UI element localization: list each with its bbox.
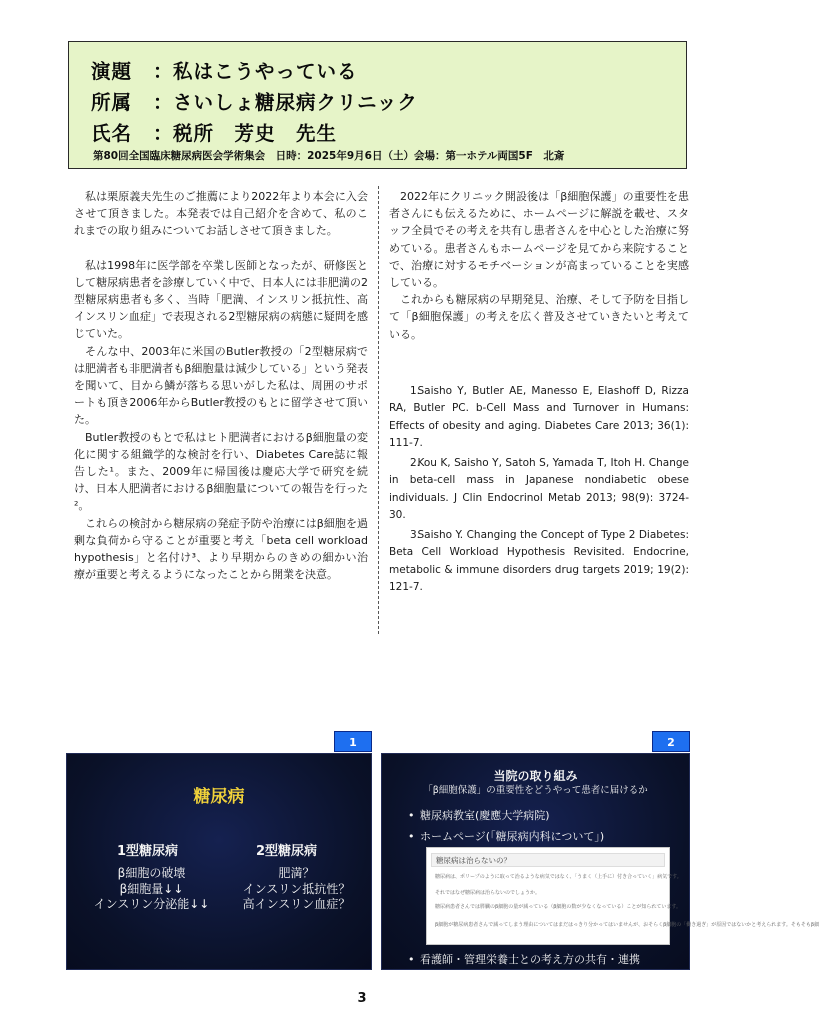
screenshot-question: 糖尿病は治らないの？ bbox=[431, 853, 665, 867]
bullet-text: 糖尿病教室(慶應大学病院) bbox=[420, 809, 550, 822]
slide-title: 当院の取り組み bbox=[493, 769, 578, 783]
reference-item bbox=[389, 383, 689, 453]
bullet-dot: • bbox=[408, 953, 415, 966]
name-row bbox=[91, 118, 337, 146]
slide-title: 糖尿病 bbox=[193, 787, 245, 807]
meeting-info: 第80回全国臨床糖尿病医会学術集会 日時：2025年9月6日（土）会場：第一ホテル両国5F 北斎 bbox=[93, 150, 565, 162]
bullet-dot: • bbox=[408, 830, 415, 843]
slide-bullet bbox=[408, 807, 550, 823]
affiliation-value: さいしょ糖尿病クリニック bbox=[173, 91, 418, 114]
type2-feature: インスリン抵抗性？ bbox=[242, 881, 351, 896]
title-value: 私はこうやっている bbox=[173, 60, 358, 83]
type1-feature: β細胞の破壊 bbox=[117, 866, 186, 880]
type2-features bbox=[224, 866, 369, 913]
name-label: 氏名 bbox=[91, 122, 133, 145]
name-separator: ： bbox=[153, 122, 174, 145]
type2-feature: 肥満？ bbox=[278, 866, 315, 880]
affiliation-separator: ： bbox=[153, 91, 174, 114]
bullet-dot: • bbox=[408, 809, 415, 822]
reference-text: Kou K, Saisho Y, Satoh S, Yamada T, Itoh H. Change in beta-cell mass in Japanese nondiabetic obese individuals. J Clin Endocrinol Metab 2013; 98(9): 3724-30. bbox=[389, 456, 689, 522]
website-screenshot bbox=[426, 847, 819, 945]
slide-subtitle: 「β細胞保護」の重要性をどうやって患者に届けるか bbox=[423, 785, 648, 796]
title-label: 演題 bbox=[91, 60, 133, 83]
slide-clinic-efforts bbox=[381, 753, 819, 970]
affiliation-row bbox=[91, 87, 418, 115]
slide-bullet bbox=[408, 828, 604, 844]
reference-number: 2. bbox=[410, 456, 421, 469]
screenshot-line: 糖尿病患者さんでは膵臓のβ細胞の量が減っている（β細胞の数が少なくなっている）ことが知られています。 bbox=[435, 904, 681, 910]
reference-list bbox=[389, 383, 689, 597]
title-row bbox=[91, 56, 358, 84]
reference-number: 3. bbox=[410, 528, 421, 541]
slide-number-badge: 1 bbox=[334, 731, 372, 752]
right-paragraph: これからも糖尿病の早期発見、治療、そして予防を目指して「β細胞保護」の考えを広く普及させていきたいと考えている。 bbox=[389, 293, 689, 341]
page-number: 3 bbox=[357, 991, 367, 1006]
reference-item bbox=[389, 455, 689, 525]
type2-heading: 2型糖尿病 bbox=[256, 844, 318, 859]
screenshot-line: 糖尿病は、ポリープのように取って治るような病気ではなく、「うまく（上手に）付き合っていく」病気です。 bbox=[435, 874, 682, 880]
reference-text: Saisho Y. Changing the Concept of Type 2 Diabetes: Beta Cell Workload Hypothesis Revisited. Endocrine, metabolic & immune disorders drug targets 2019; 19(2): 121-7. bbox=[389, 528, 689, 594]
right-paragraph: 2022年にクリニック開設後は「β細胞保護」の重要性を患者さんにも伝えるために、ホームページに解説を載せ、スタッフ全員でその考えを共有し患者さんを中心とした治療に努めている。患者さんもホームページを見てから来院することで、治療に対するモチベーションが高まっていることを実感している。 bbox=[389, 190, 689, 290]
right-column bbox=[389, 188, 689, 597]
left-paragraph: 私は1998年に医学部を卒業し医師となったが、研修医として糖尿病患者を診療していく中で、日本人には非肥満の2型糖尿病患者も多く、当時「肥満、インスリン抵抗性、高インスリン血症」で表現される2型糖尿病の病態に疑問を感じていた。 bbox=[74, 258, 368, 341]
left-column bbox=[74, 188, 368, 583]
type1-heading: 1型糖尿病 bbox=[117, 844, 179, 859]
left-paragraph: これらの検討から糖尿病の発症予防や治療にはβ細胞を過剰な負荷から守ることが重要と考え「beta cell workload hypothesis」と名付け³、より早期からのきめの細かい治療が重要と考えるようになったことから開業を決意。 bbox=[74, 516, 368, 582]
column-divider bbox=[378, 186, 379, 634]
left-paragraph: そんな中、2003年に米国のButler教授の「2型糖尿病では肥満者も非肥満者もβ細胞量は減少している」という発表を聞いて、目から鱗が落ちる思いがした私は、周囲のサポートも頂き2006年からButler教授のもとに留学させて頂いた。 bbox=[74, 344, 368, 427]
reference-item bbox=[389, 527, 689, 597]
reference-number: 1. bbox=[410, 384, 421, 397]
screenshot-line: それではなぜ糖尿病は治らないのでしょうか。 bbox=[435, 890, 541, 896]
type1-feature: インスリン分泌能↓↓ bbox=[93, 897, 210, 911]
left-paragraph: Butler教授のもとで私はヒト肥満者におけるβ細胞量の変化に関する組織学的な検討を行い、Diabetes Care誌に報告した¹。また、2009年に帰国後は慶応大学で研究を続け、日本人肥満者におけるβ細胞量についての報告を行った²。 bbox=[74, 430, 368, 513]
screenshot-line: β細胞が糖尿病患者さんで減ってしまう理由についてはまだはっきり分かってはいませんが、おそらくβ細胞の「働き過ぎ」が原因ではないかと考えられます。そもそもβ細 bbox=[435, 922, 819, 928]
left-paragraph: 私は栗原義夫先生のご推薦により2022年より本会に入会させて頂きました。本発表では自己紹介を含めて、私のこれまでの取り組みについてお話しさせて頂きました。 bbox=[74, 190, 368, 238]
bullet-text: ホームページ(「糖尿病内科について」) bbox=[420, 830, 605, 843]
name-value: 税所 芳史 先生 bbox=[173, 122, 338, 145]
type1-feature: β細胞量↓↓ bbox=[119, 881, 184, 896]
type1-features bbox=[79, 866, 224, 913]
title-separator: ： bbox=[153, 60, 174, 83]
bullet-text: 看護師・管理栄養士との考え方の共有・連携 bbox=[420, 953, 640, 966]
header-box bbox=[68, 41, 687, 169]
affiliation-label: 所属 bbox=[91, 91, 133, 114]
reference-text: Saisho Y, Butler AE, Manesso E, Elashoff D, Rizza RA, Butler PC. b-Cell Mass and Turnover in Humans: Effects of obesity and aging. Diabetes Care 2013; 36(1): 111-7. bbox=[389, 384, 689, 450]
slide-number-badge: 2 bbox=[652, 731, 690, 752]
slide-diabetes-types bbox=[66, 753, 372, 970]
type2-feature: 高インスリン血症？ bbox=[242, 897, 351, 911]
slide-bullet bbox=[408, 951, 640, 967]
